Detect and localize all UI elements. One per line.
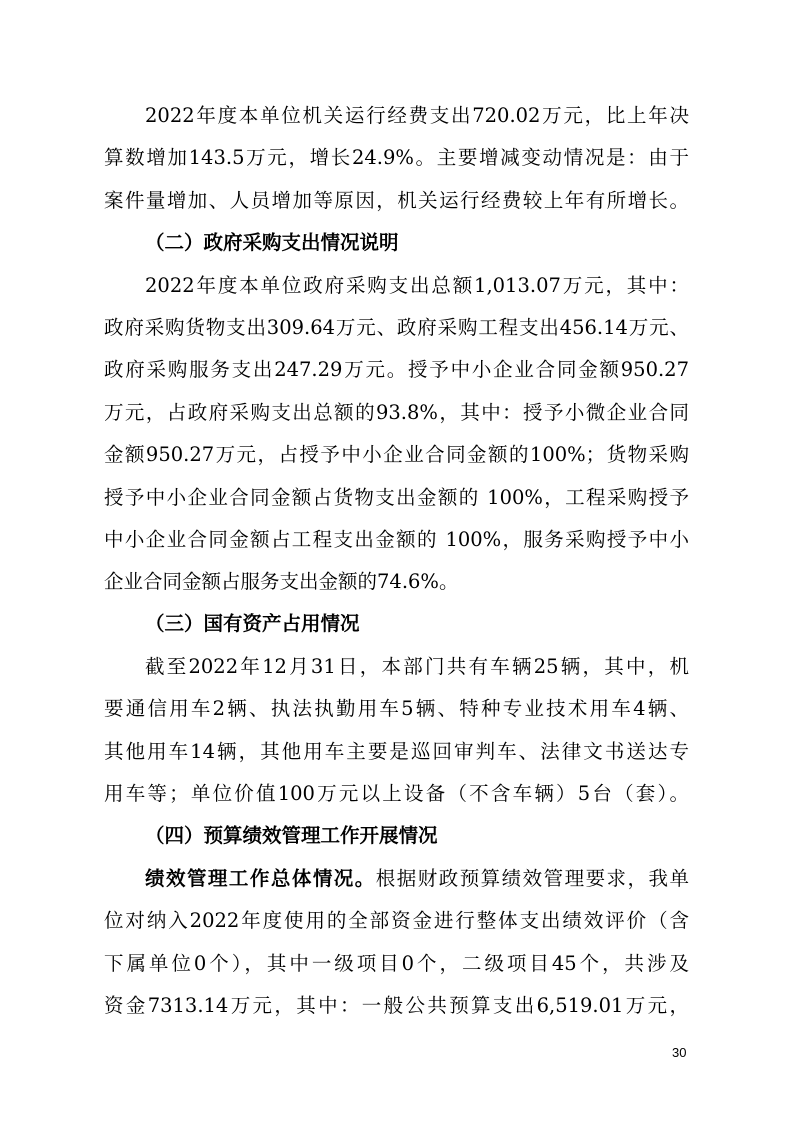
paragraph-line: 要通信用车2辆、执法执勤用车5辆、特种专业技术用车4辆、 xyxy=(104,697,689,720)
paragraph-line: 政府采购货物支出309.64万元、政府采购工程支出456.14万元、 xyxy=(104,316,689,339)
paragraph-line: 企业合同金额占服务支出金额的74.6%。 xyxy=(104,570,459,593)
lead-rest-text: 根据财政预算绩效管理要求，我单 xyxy=(375,867,689,890)
paragraph-line xyxy=(145,865,689,893)
paragraph-line: 政府采购服务支出247.29万元。授予中小企业合同金额950.27 xyxy=(104,358,689,381)
paragraph-line: 金额950.27万元，占授予中小企业合同金额的100%；货物采购 xyxy=(104,443,689,466)
paragraph-line: 万元，占政府采购支出总额的93.8%，其中：授予小微企业合同 xyxy=(104,401,689,424)
section-heading: （二）政府采购支出情况说明 xyxy=(145,231,399,254)
paragraph-line: 下属单位0个），其中一级项目0个，二级项目45个，共涉及 xyxy=(104,952,689,975)
paragraph-line: 其他用车14辆，其他用车主要是巡回审判车、法律文书送达专 xyxy=(104,740,689,763)
paragraph-line: 截至2022年12月31日，本部门共有车辆25辆，其中，机 xyxy=(145,655,689,678)
page-number: 30 xyxy=(672,1045,687,1060)
paragraph-line: 资金7313.14万元，其中：一般公共预算支出6,519.01万元， xyxy=(104,994,689,1017)
paragraph-line: 中小企业合同金额占工程支出金额的 100%，服务采购授予中小 xyxy=(104,528,689,551)
section-heading: （三）国有资产占用情况 xyxy=(145,612,360,635)
paragraph-line: 算数增加143.5万元，增长24.9%。主要增减变动情况是：由于 xyxy=(104,146,689,169)
paragraph-line: 位对纳入2022年度使用的全部资金进行整体支出绩效评价（含 xyxy=(104,909,689,932)
lead-phrase: 绩效管理工作总体情况。 xyxy=(145,867,376,890)
paragraph-line: 2022年度本单位机关运行经费支出720.02万元，比上年决 xyxy=(145,104,689,127)
paragraph-line: 授予中小企业合同金额占货物支出金额的 100%，工程采购授予 xyxy=(104,486,689,509)
paragraph-line: 2022年度本单位政府采购支出总额1,013.07万元，其中： xyxy=(145,274,689,297)
paragraph-line: 案件量增加、人员增加等原因，机关运行经费较上年有所增长。 xyxy=(104,189,689,212)
section-heading: （四）预算绩效管理工作开展情况 xyxy=(145,824,438,847)
paragraph-line: 用车等；单位价值100万元以上设备（不含车辆）5台（套）。 xyxy=(104,782,689,805)
